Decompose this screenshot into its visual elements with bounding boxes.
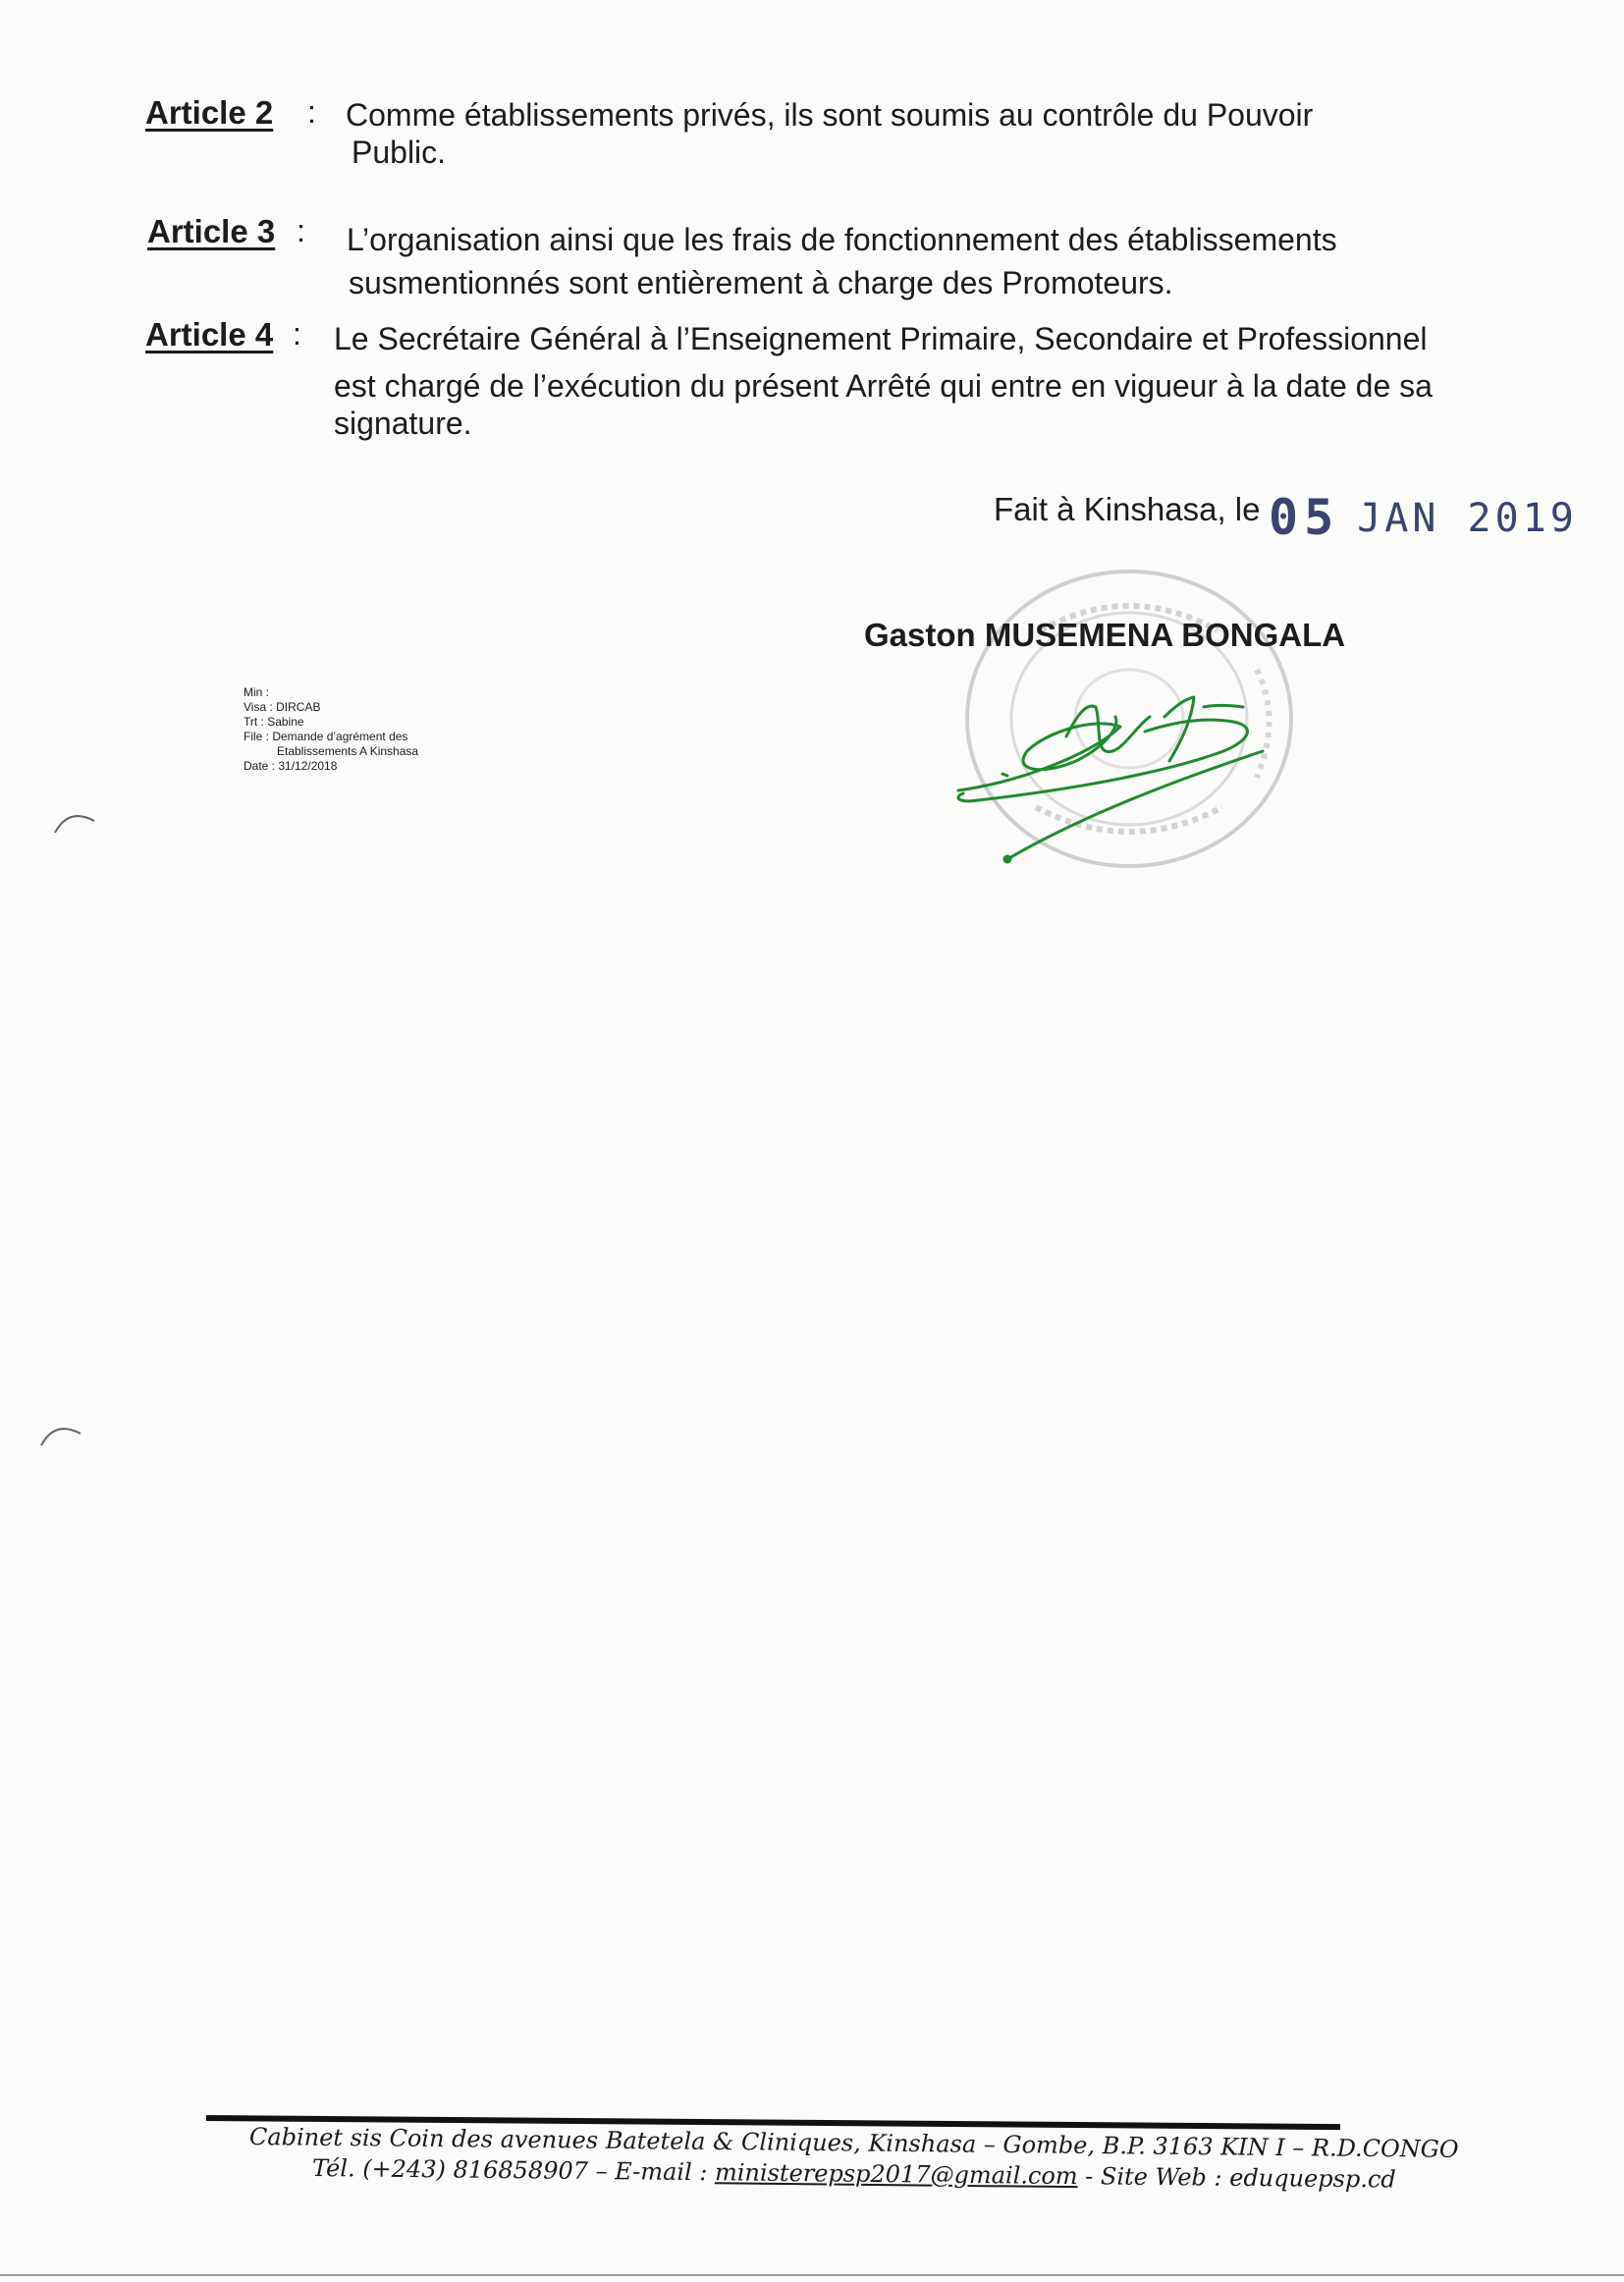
place-date: Fait à Kinshasa, le xyxy=(994,491,1261,527)
article-text-line: L’organisation ainsi que les frais de fonctionnement des établissements xyxy=(347,222,1337,257)
footer-email-link[interactable]: ministerepsp2017@gmail.com xyxy=(714,2158,1078,2191)
signatory-name: Gaston MUSEMENA BONGALA xyxy=(864,617,1346,653)
date-stamp-month-year: JAN 2019 xyxy=(1357,496,1578,541)
footer-address: Cabinet sis Coin des avenues Batetela & Cliniques, Kinshasa – Gombe, B.P. 3163 KIN I – R.D.CONGO xyxy=(248,2123,1459,2163)
article-label: Article 4 xyxy=(145,316,274,353)
article-colon: : xyxy=(307,94,316,130)
page-bottom-edge xyxy=(0,2274,1624,2276)
article-colon: : xyxy=(293,316,301,352)
ref-trt: Trt : Sabine xyxy=(244,715,304,729)
ref-visa: Visa : DIRCAB xyxy=(244,700,321,714)
date-stamp-day: 05 xyxy=(1269,489,1340,546)
article-text-line: Comme établissements privés, ils sont soumis au contrôle du Pouvoir xyxy=(346,97,1314,133)
footer-website: - Site Web : eduquepsp.cd xyxy=(1077,2162,1396,2194)
signature-icon xyxy=(948,678,1302,874)
punch-hole-mark-icon xyxy=(37,1418,86,1447)
ref-file-continued: Etablissements A Kinshasa xyxy=(277,744,419,758)
date-stamp xyxy=(1269,489,1578,546)
footer-contact-prefix: Tél. (+243) 816858907 – E-mail : xyxy=(311,2154,716,2187)
ref-file: File : Demande d’agrément des xyxy=(244,730,408,743)
article-colon: : xyxy=(297,213,305,248)
ref-min: Min : xyxy=(244,685,270,699)
reference-block xyxy=(244,685,418,774)
ref-date: Date : 31/12/2018 xyxy=(244,759,338,773)
article-text-line: susmentionnés sont entièrement à charge des Promoteurs. xyxy=(349,265,1173,300)
article-text-line: est chargé de l’exécution du présent Arrêté qui entre en vigueur à la date de sa xyxy=(334,368,1433,404)
article-text-line: signature. xyxy=(334,406,472,441)
article-label: Article 3 xyxy=(147,213,276,249)
punch-hole-mark-icon xyxy=(51,805,100,835)
article-label: Article 2 xyxy=(145,94,274,131)
article-text-line: Public. xyxy=(352,135,447,170)
article-text-line: Le Secrétaire Général à l’Enseignement Primaire, Secondaire et Professionnel xyxy=(334,321,1428,356)
